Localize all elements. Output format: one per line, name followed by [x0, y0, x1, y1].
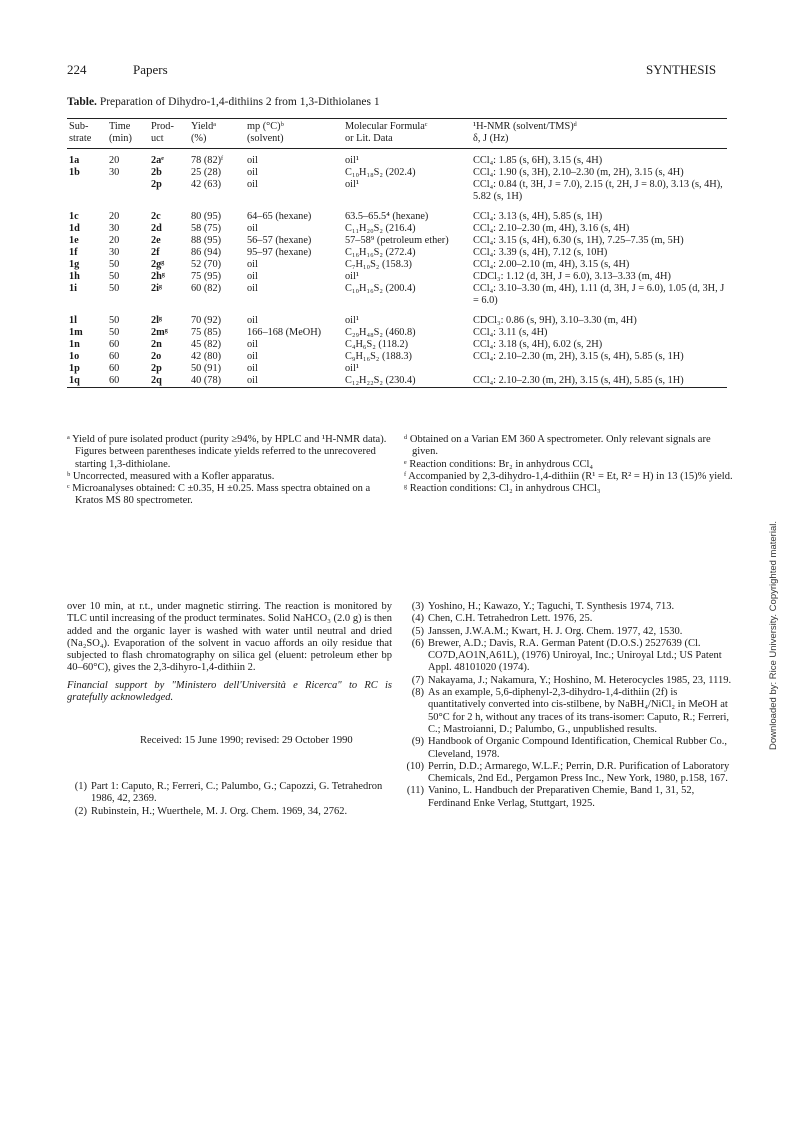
cell-yield: 58 (75) [191, 223, 222, 234]
table-caption [67, 96, 380, 108]
reference-item [404, 626, 734, 638]
cell-prod: 2aᵉ [151, 155, 164, 166]
cell-time: 30 [109, 223, 120, 234]
cell-formula: C₁₀H₁₈S₂ (202.4) [345, 167, 416, 178]
reference-text: Yoshino, H.; Kawazo, Y.; Taguchi, T. Synthesis 1974, 713. [428, 601, 675, 612]
cell-yield: 88 (95) [191, 235, 222, 246]
reference-item [404, 638, 734, 675]
cell-formula: C₇H₁₀S₂ (158.3) [345, 259, 412, 270]
cell-formula: oil¹ [345, 155, 359, 166]
reference-number: (2) [74, 805, 87, 817]
cell-nmr: CCl₄: 0.84 (t, 3H, J = 7.0), 2.15 (t, 2H, J = 8.0), 3.13 (s, 4H), 5.82 (s, 1H) [473, 179, 723, 202]
column-header: Molecular Formulaᶜ or Lit. Data [345, 121, 428, 144]
column-header: Prod- uct [151, 121, 174, 144]
cell-sub: 1c [69, 211, 79, 222]
footnote: ᵈ Obtained on a Varian EM 360 A spectrometer. Only relevant signals are given. [404, 434, 711, 458]
table-row [67, 271, 727, 283]
cell-formula: oil¹ [345, 363, 359, 374]
cell-nmr: CCl₄: 3.11 (s, 4H) [473, 327, 548, 338]
table-row [67, 149, 727, 168]
footnote: ᶠ Accompanied by 2,3-dihydro-1,4-dithiin (R¹ = Et, R² = H) in 13 (15)% yield. [404, 470, 733, 482]
reference-text: Perrin, D.D.; Armarego, W.L.F.; Perrin, D.R. Purification of Laboratory Chemicals, 2nd Ed., Pergamon Press Inc., New York, 1980, p.158, 167. [428, 760, 730, 785]
cell-time: 60 [109, 351, 120, 362]
footnote: ᵇ Uncorrected, measured with a Kofler apparatus. [67, 470, 275, 482]
cell-nmr: CCl₄: 3.13 (s, 4H), 5.85 (s, 1H) [473, 211, 603, 222]
cell-yield: 50 (91) [191, 363, 222, 374]
cell-mp: oil [247, 179, 258, 190]
cell-time: 50 [109, 327, 120, 338]
cell-yield: 60 (82) [191, 283, 222, 294]
table-row [67, 283, 727, 307]
cell-formula: 63.5–65.5⁴ (hexane) [345, 211, 429, 222]
cell-formula: C₁₁H₂₀S₂ (216.4) [345, 223, 416, 234]
cell-prod: 2e [151, 235, 161, 246]
cell-prod: 2iᵍ [151, 283, 163, 294]
cell-formula: C₁₂H₂₂S₂ (230.4) [345, 375, 416, 386]
cell-mp: oil [247, 223, 258, 234]
cell-prod: 2o [151, 351, 162, 362]
cell-prod: 2gᵍ [151, 259, 165, 270]
column-header: mp (°C)ᵇ (solvent) [247, 121, 284, 144]
cell-yield: 70 (92) [191, 315, 222, 326]
cell-yield: 86 (94) [191, 247, 222, 258]
reference-item [404, 687, 734, 736]
reference-text: As an example, 5,6-diphenyl-2,3-dihydro-1,4-dithiin (2f) is quantitatively converted into cis-stilbene, by NaBH₄/NiCl₂ in MeOH at 50°C for 2 h, without any traces of its trans-isomer: Caputo, R.; Ferreri, C.; Mastroianni, D.; Palumbo, G., unpublished results. [428, 687, 730, 735]
cell-nmr [471, 363, 727, 375]
cell-prod: 2d [151, 223, 162, 234]
cell-mp: oil [247, 283, 258, 294]
cell-nmr: CCl₄: 2.10–2.30 (m, 2H), 3.15 (s, 4H), 5.85 (s, 1H) [473, 351, 684, 362]
references-left [67, 781, 392, 818]
cell-yield: 42 (80) [191, 351, 222, 362]
cell-mp: oil [247, 363, 258, 374]
cell-prod: 2lᵍ [151, 315, 163, 326]
cell-prod: 2c [151, 211, 161, 222]
cell-time: 30 [109, 167, 120, 178]
column-header: Yieldᵃ (%) [191, 121, 217, 144]
column-header: Sub- strate [69, 121, 92, 144]
cell-mp: 166–168 (MeOH) [247, 327, 322, 338]
cell-nmr: CCl₄: 1.90 (s, 3H), 2.10–2.30 (m, 2H), 3.15 (s, 4H) [473, 167, 684, 178]
table-body [67, 149, 727, 388]
reference-number: (6) [411, 637, 424, 649]
cell-prod: 2p [151, 363, 162, 374]
cell-yield: 75 (85) [191, 327, 222, 338]
cell-formula: oil¹ [345, 315, 359, 326]
cell-formula: oil¹ [345, 179, 359, 190]
cell-sub: 1b [69, 167, 80, 178]
cell-yield: 45 (82) [191, 339, 222, 350]
reference-number: (8) [411, 687, 424, 699]
cell-mp: oil [247, 315, 258, 326]
cell-mp: 64–65 (hexane) [247, 211, 312, 222]
table-row [67, 339, 727, 351]
cell-formula: C₄H₆S₂ (118.2) [345, 339, 409, 350]
cell-mp: oil [247, 375, 258, 386]
body-paragraph: over 10 min, at r.t., under magnetic stirring. The reaction is monitored by TLC until increasing of the product terminates. Solid NaHCO₃ (2.0 g) is then added and the organic layer is washed with water until neutral and dried (Na₂SO₄). Evaporation of the solvent in vacuo affords an oily residue that subjected to flash chromatography on silica gel (eluent: petroleum ether bp 40–60°C), gives the 2,3-dihyro-1,4-dithiin 2. [67, 601, 392, 674]
cell-nmr: CCl₄: 2.10–2.30 (m, 4H), 3.16 (s, 4H) [473, 223, 630, 234]
cell-yield: 42 (63) [191, 179, 222, 190]
cell-time: 20 [109, 235, 120, 246]
cell-yield: 40 (78) [191, 375, 222, 386]
cell-formula: C₁₆H₁₆S₂ (272.4) [345, 247, 416, 258]
reference-item [67, 806, 392, 818]
table-row [67, 307, 727, 327]
journal-name: SYNTHESIS [646, 62, 717, 77]
reference-number: (5) [411, 625, 424, 637]
cell-formula: C₁₀H₁₆S₂ (200.4) [345, 283, 416, 294]
table-row [67, 375, 727, 388]
footnote: ᵍ Reaction conditions: Cl₂ in anhydrous CHCl₃ [404, 483, 601, 495]
cell-mp: 56–57 (hexane) [247, 235, 312, 246]
table-caption-label: Table. [67, 96, 97, 108]
cell-mp: 95–97 (hexane) [247, 247, 312, 258]
footnotes-left [67, 434, 392, 508]
reference-item [404, 613, 734, 625]
table-caption-text: Preparation of Dihydro-1,4-dithiins 2 from 1,3-Dithiolanes 1 [99, 96, 380, 108]
cell-time: 50 [109, 259, 120, 270]
cell-nmr: CCl₄: 3.10–3.30 (m, 4H), 1.11 (d, 3H, J = 6.0), 1.05 (d, 3H, J = 6.0) [473, 283, 725, 306]
cell-prod: 2mᵍ [151, 327, 168, 338]
cell-formula: 57–58⁹ (petroleum ether) [345, 235, 449, 246]
references-right [404, 601, 734, 810]
reference-number: (4) [411, 613, 424, 625]
cell-mp: oil [247, 155, 258, 166]
reference-text: Part 1: Caputo, R.; Ferreri, C.; Palumbo, G.; Capozzi, G. Tetrahedron 1986, 42, 2369. [91, 781, 383, 805]
table-row [67, 235, 727, 247]
reference-number: (11) [406, 785, 424, 797]
cell-yield: 78 (82)ᶠ [191, 155, 224, 166]
reference-item [404, 736, 734, 761]
column-header: ¹H-NMR (solvent/TMS)ᵈ δ, J (Hz) [473, 121, 577, 144]
cell-time: 30 [109, 247, 120, 258]
table-row [67, 327, 727, 339]
cell-time: 50 [109, 271, 120, 282]
download-note: Downloaded by: Rice University. Copyrighted material. [768, 521, 779, 750]
received-dates: Received: 15 June 1990; revised: 29 October 1990 [140, 735, 353, 746]
cell-nmr: CCl₄: 1.85 (s, 6H), 3.15 (s, 4H) [473, 155, 603, 166]
reference-text: Janssen, J.W.A.M.; Kwart, H. J. Org. Chem. 1977, 42, 1530. [428, 625, 683, 637]
cell-nmr: CCl₄: 3.39 (s, 4H), 7.12 (s, 10H) [473, 247, 608, 258]
table-header-row [67, 119, 727, 149]
cell-sub: 1a [69, 155, 80, 166]
cell-time: 20 [109, 155, 120, 166]
cell-time: 50 [109, 283, 120, 294]
cell-mp: oil [247, 259, 258, 270]
cell-prod: 2n [151, 339, 162, 350]
cell-mp: oil [247, 351, 258, 362]
cell-time [107, 179, 149, 203]
cell-sub: 1o [69, 351, 80, 362]
cell-prod: 2f [151, 247, 160, 258]
footnotes-right [404, 434, 734, 495]
table-row [67, 351, 727, 363]
cell-mp: oil [247, 167, 258, 178]
cell-formula: C₂₉H₄₈S₂ (460.8) [345, 327, 416, 338]
cell-yield: 52 (70) [191, 259, 222, 270]
cell-time: 60 [109, 363, 120, 374]
cell-time: 20 [109, 211, 120, 222]
results-table [67, 118, 727, 388]
reference-text: Vanino, L. Handbuch der Preparativen Chemie, Band 1, 31, 52, Ferdinand Enke Verlag, Stuttgart, 1925. [428, 785, 695, 809]
table-row [67, 223, 727, 235]
cell-sub: 1p [69, 363, 80, 374]
cell-yield: 75 (95) [191, 271, 222, 282]
page-number: 224 [67, 62, 87, 77]
cell-prod: 2q [151, 375, 162, 386]
reference-item [404, 785, 734, 810]
cell-nmr: CCl₄: 2.10–2.30 (m, 2H), 3.15 (s, 4H), 5.85 (s, 1H) [473, 375, 684, 386]
reference-number: (7) [411, 674, 424, 686]
footnote: ᶜ Microanalyses obtained: C ±0.35, H ±0.25. Mass spectra obtained on a Kratos MS 80 spectrometer. [67, 483, 371, 507]
table-row [67, 363, 727, 375]
reference-text: Handbook of Organic Compound Identification, Chemical Rubber Co., Cleveland, 1978. [428, 736, 727, 760]
cell-sub: 1m [69, 327, 83, 338]
footnote: ᵃ Yield of pure isolated product (purity ≥94%, by HPLC and ¹H-NMR data). Figures between parentheses indicate yields referred to the unrecovered starting 1,3-dithiolane. [67, 434, 387, 470]
table-row [67, 203, 727, 223]
reference-number: (9) [411, 736, 424, 748]
cell-mp: oil [247, 339, 258, 350]
cell-yield: 80 (95) [191, 211, 222, 222]
table-row [67, 247, 727, 259]
reference-number: (10) [406, 760, 424, 772]
cell-sub: 1q [69, 375, 80, 386]
cell-formula: C₉H₁₆S₂ (188.3) [345, 351, 412, 362]
table-row [67, 259, 727, 271]
reference-text: Brewer, A.D.; Davis, R.A. German Patent (D.O.S.) 2527639 (Cl. CO7D,AO1N,A61L), (1976) Uniroyal, Inc.; Uniroyal Ltd.; US Patent Appl. 48101020 (1974). [428, 637, 722, 674]
body-text [67, 601, 392, 704]
reference-text: Chen, C.H. Tetrahedron Lett. 1976, 25. [428, 613, 593, 625]
cell-sub: 1n [69, 339, 80, 350]
acknowledgement: Financial support by "Ministero dell'Università e Ricerca" to RC is gratefully acknowledged. [67, 679, 392, 704]
cell-sub: 1e [69, 235, 79, 246]
cell-nmr: CCl₄: 3.18 (s, 4H), 6.02 (s, 2H) [473, 339, 603, 350]
cell-sub: 1h [69, 271, 80, 282]
cell-sub: 1f [69, 247, 78, 258]
cell-nmr: CCl₄: 3.15 (s, 4H), 6.30 (s, 1H), 7.25–7.35 (m, 5H) [473, 235, 684, 246]
download-watermark [768, 390, 790, 750]
footnote: ᵉ Reaction conditions: Br₂ in anhydrous CCl₄ [404, 458, 594, 470]
reference-number: (1) [74, 781, 87, 792]
reference-number: (3) [411, 601, 424, 612]
cell-sub: 1g [69, 259, 80, 270]
cell-mp: oil [247, 271, 258, 282]
table-row [67, 179, 727, 203]
cell-time: 60 [109, 375, 120, 386]
cell-time: 50 [109, 315, 120, 326]
reference-item [67, 781, 392, 806]
cell-sub: 1i [69, 283, 78, 294]
cell-sub [67, 179, 107, 203]
cell-formula: oil¹ [345, 271, 359, 282]
reference-text: Rubinstein, H.; Wuerthele, M. J. Org. Chem. 1969, 34, 2762. [91, 805, 348, 817]
reference-text: Nakayama, J.; Nakamura, Y.; Hoshino, M. Heterocycles 1985, 23, 1119. [428, 674, 732, 686]
cell-prod: 2hᵍ [151, 271, 165, 282]
cell-nmr: CCl₄: 2.00–2.10 (m, 4H), 3.15 (s, 4H) [473, 259, 630, 270]
cell-prod: 2b [151, 167, 162, 178]
reference-item [404, 675, 734, 687]
section-name: Papers [133, 62, 168, 77]
cell-sub: 1l [69, 315, 78, 326]
column-header: Time (min) [109, 121, 132, 144]
reference-item [404, 761, 734, 786]
table-row [67, 167, 727, 179]
cell-nmr: CDCl₃: 1.12 (d, 3H, J = 6.0), 3.13–3.33 (m, 4H) [473, 271, 671, 282]
cell-nmr: CDCl₃: 0.86 (s, 9H), 3.10–3.30 (m, 4H) [473, 315, 637, 326]
cell-sub: 1d [69, 223, 80, 234]
cell-yield: 25 (28) [191, 167, 222, 178]
cell-time: 60 [109, 339, 120, 350]
cell-prod: 2p [151, 179, 162, 190]
reference-item [404, 601, 734, 613]
